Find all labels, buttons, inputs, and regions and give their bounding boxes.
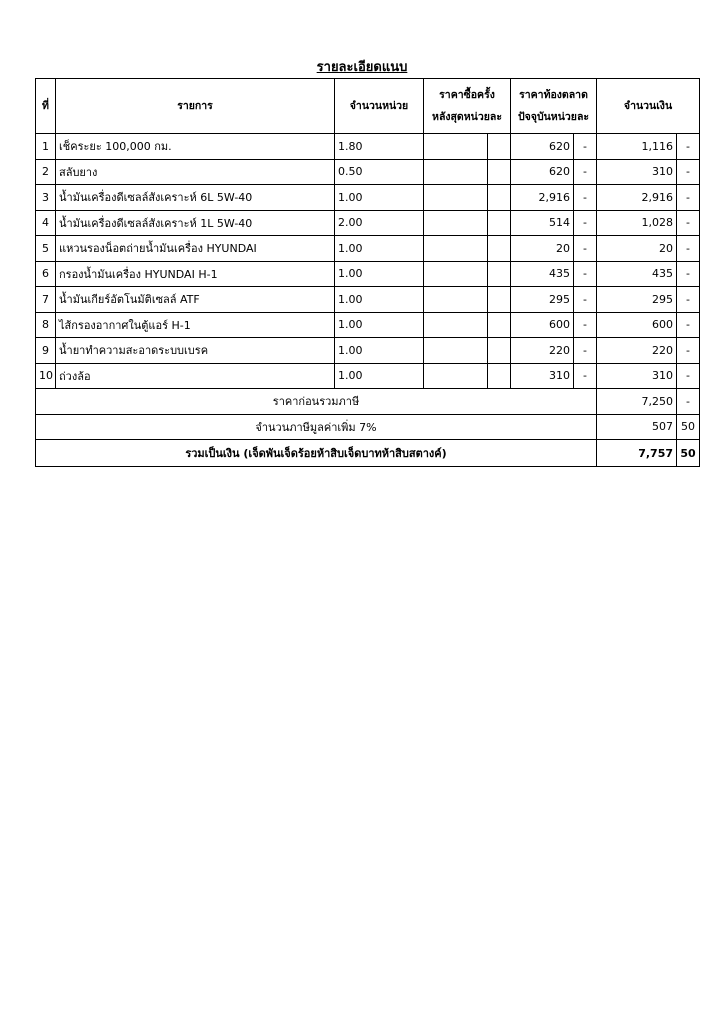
row-no: 8 [36,312,56,338]
row-qty: 1.00 [335,338,424,364]
table-row [36,261,700,287]
row-no: 4 [36,210,56,236]
row-last-price-satang [488,185,511,211]
row-market-price-satang: - [574,287,597,313]
row-item: ถ่วงล้อ [56,363,335,389]
row-amount: 310 [597,159,677,185]
header-market-price [511,79,597,134]
detail-table [35,78,700,467]
row-last-price-satang [488,159,511,185]
row-no: 9 [36,338,56,364]
header-last-price-line1: ราคาซื้อครั้ง [439,89,495,101]
row-item: ไส้กรองอากาศในตู้แอร์ H-1 [56,312,335,338]
table-row [36,236,700,262]
header-market-price-line2: ปัจจุบันหน่วยละ [517,111,590,123]
row-amount: 1,028 [597,210,677,236]
row-last-price-satang [488,236,511,262]
row-no: 1 [36,134,56,160]
row-last-price-satang [488,261,511,287]
header-no: ที่ [36,79,56,134]
row-last-price [424,210,488,236]
row-item: เช็คระยะ 100,000 กม. [56,134,335,160]
row-no: 2 [36,159,56,185]
vat-satang: 50 [677,414,700,440]
table-row [36,185,700,211]
table-row [36,312,700,338]
row-market-price-satang: - [574,363,597,389]
table-row [36,134,700,160]
row-qty: 1.00 [335,312,424,338]
row-market-price-satang: - [574,134,597,160]
row-amount-satang: - [677,312,700,338]
row-market-price-satang: - [574,185,597,211]
item-rows [36,134,700,389]
total-row [36,440,700,467]
row-amount-satang: - [677,134,700,160]
row-market-price: 620 [511,159,574,185]
row-last-price [424,261,488,287]
row-qty: 1.00 [335,287,424,313]
subtotal-satang: - [677,389,700,415]
header-amount: จำนวนเงิน [597,79,700,134]
table-row [36,287,700,313]
row-market-price-satang: - [574,312,597,338]
row-qty: 1.00 [335,236,424,262]
row-qty: 2.00 [335,210,424,236]
row-amount: 600 [597,312,677,338]
row-item: น้ำมันเครื่องดีเซลล์สังเคราะห์ 1L 5W-40 [56,210,335,236]
row-last-price-satang [488,134,511,160]
row-no: 6 [36,261,56,287]
row-amount-satang: - [677,363,700,389]
row-market-price: 514 [511,210,574,236]
subtotal-row [36,389,700,415]
row-last-price [424,159,488,185]
row-qty: 1.80 [335,134,424,160]
total-amount: 7,757 [597,440,677,467]
vat-label: จำนวนภาษีมูลค่าเพิ่ม 7% [36,414,597,440]
header-item: รายการ [56,79,335,134]
row-amount-satang: - [677,159,700,185]
row-market-price: 20 [511,236,574,262]
row-amount: 220 [597,338,677,364]
row-market-price: 620 [511,134,574,160]
row-amount-satang: - [677,210,700,236]
row-amount: 435 [597,261,677,287]
row-no: 3 [36,185,56,211]
row-last-price [424,185,488,211]
row-amount-satang: - [677,236,700,262]
row-market-price: 600 [511,312,574,338]
row-market-price-satang: - [574,236,597,262]
row-item: แหวนรองน็อตถ่ายน้ำมันเครื่อง HYUNDAI [56,236,335,262]
row-no: 5 [36,236,56,262]
header-row [36,79,700,134]
row-no: 10 [36,363,56,389]
row-amount-satang: - [677,185,700,211]
row-last-price-satang [488,287,511,313]
row-market-price-satang: - [574,159,597,185]
row-market-price-satang: - [574,338,597,364]
row-market-price-satang: - [574,210,597,236]
row-item: น้ำมันเกียร์อัตโนมัติเซลล์ ATF [56,287,335,313]
row-amount: 1,116 [597,134,677,160]
row-last-price [424,236,488,262]
row-amount-satang: - [677,287,700,313]
row-no: 7 [36,287,56,313]
row-last-price [424,134,488,160]
row-qty: 1.00 [335,185,424,211]
row-amount: 2,916 [597,185,677,211]
row-item: น้ำมันเครื่องดีเซลล์สังเคราะห์ 6L 5W-40 [56,185,335,211]
header-last-price-line2: หลังสุดหน่วยละ [432,111,502,123]
row-last-price-satang [488,312,511,338]
row-item: น้ำยาทำความสะอาดระบบเบรค [56,338,335,364]
row-item: สลับยาง [56,159,335,185]
row-last-price-satang [488,338,511,364]
header-quantity: จำนวนหน่วย [335,79,424,134]
row-market-price: 310 [511,363,574,389]
row-last-price [424,287,488,313]
row-amount-satang: - [677,261,700,287]
row-amount-satang: - [677,338,700,364]
table-row [36,210,700,236]
subtotal-label: ราคาก่อนรวมภาษี [36,389,597,415]
table-row [36,159,700,185]
total-satang: 50 [677,440,700,467]
row-last-price-satang [488,210,511,236]
row-amount: 20 [597,236,677,262]
row-item: กรองน้ำมันเครื่อง HYUNDAI H-1 [56,261,335,287]
row-market-price: 2,916 [511,185,574,211]
total-label: รวมเป็นเงิน (เจ็ดพันเจ็ดร้อยห้าสิบเจ็ดบาทห้าสิบสตางค์) [36,440,597,467]
table-row [36,338,700,364]
row-amount: 295 [597,287,677,313]
table-row [36,363,700,389]
row-last-price [424,312,488,338]
row-market-price: 435 [511,261,574,287]
row-qty: 1.00 [335,261,424,287]
row-amount: 310 [597,363,677,389]
page-title: รายละเอียดแนบ [316,60,408,75]
row-last-price-satang [488,363,511,389]
subtotal-amount: 7,250 [597,389,677,415]
vat-row [36,414,700,440]
row-qty: 0.50 [335,159,424,185]
header-market-price-line1: ราคาท้องตลาด [519,89,588,101]
row-last-price [424,338,488,364]
row-market-price: 220 [511,338,574,364]
row-market-price: 295 [511,287,574,313]
vat-amount: 507 [597,414,677,440]
row-market-price-satang: - [574,261,597,287]
row-last-price [424,363,488,389]
row-qty: 1.00 [335,363,424,389]
header-last-price [424,79,511,134]
